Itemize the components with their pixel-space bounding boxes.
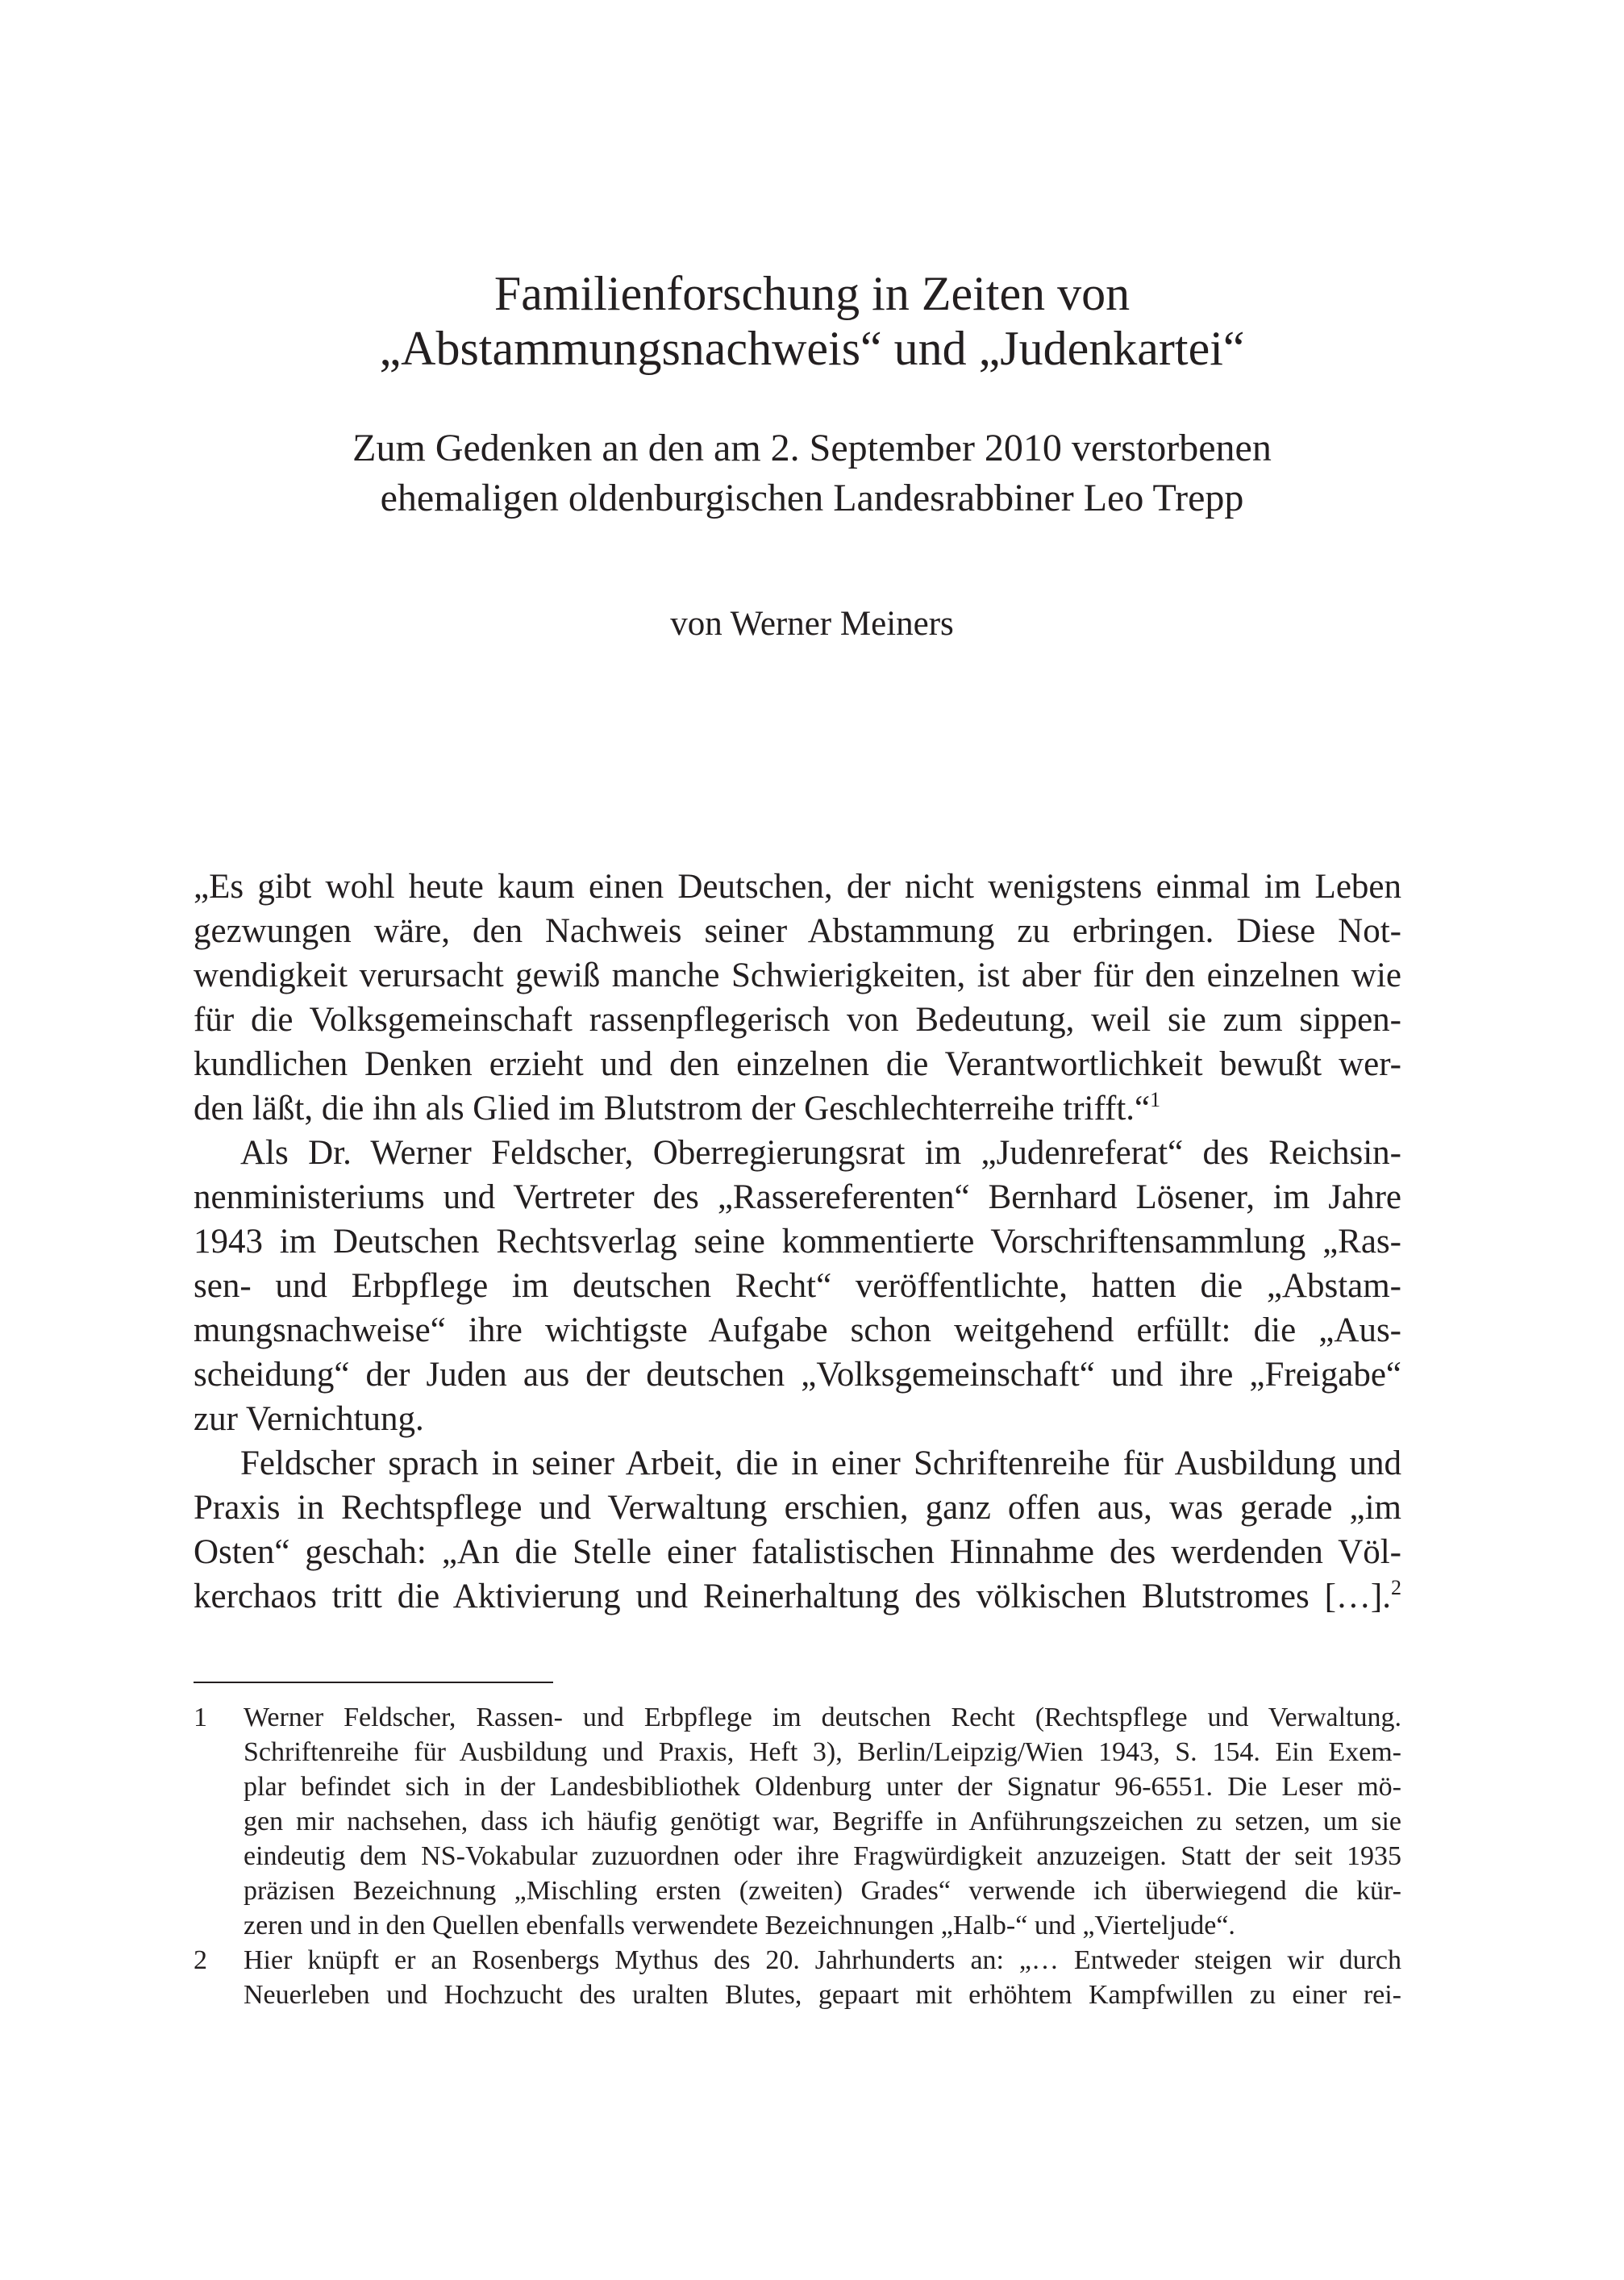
body-paragraph xyxy=(194,1131,1401,1441)
article-title xyxy=(0,266,1624,376)
footnote-line: Neuerleben und Hochzucht des uralten Blutes, gepaart mit erhöhtem Kampfwillen zu einer rei- xyxy=(244,1980,1401,2010)
body-line: mungsnachweise“ ihre wichtigste Aufgabe schon weitgehend erfüllt: die „Aus- xyxy=(194,1311,1401,1349)
footnotes xyxy=(194,1700,1401,2012)
body-line: „Es gibt wohl heute kaum einen Deutschen, der nicht wenigstens einmal im Leben xyxy=(194,868,1401,906)
footnote-number: 1 xyxy=(194,1703,207,1732)
body-line: nenministeriums und Vertreter des „Rassereferenten“ Bernhard Lösener, im Jahre xyxy=(194,1178,1401,1216)
body-paragraph xyxy=(194,1441,1401,1619)
body-line: Osten“ geschah: „An die Stelle einer fatalistischen Hinnahme des werdenden Völ- xyxy=(194,1533,1401,1571)
footnote-line: Schriftenreihe für Ausbildung und Praxis, Heft 3), Berlin/Leipzig/Wien 1943, S. 154. Ein Exem- xyxy=(244,1737,1401,1767)
footnote xyxy=(194,1700,1401,1943)
body-line-text: kerchaos tritt die Aktivierung und Reinerhaltung des völkischen Blutstromes […]. xyxy=(194,1578,1391,1615)
body-line: gezwungen wäre, den Nachweis seiner Abstammung zu erbringen. Diese Not- xyxy=(194,912,1401,950)
body-line-text: den läßt, die ihn als Glied im Blutstrom der Geschlechterreihe trifft.“ xyxy=(194,1090,1151,1127)
body-line: 1943 im Deutschen Rechtsverlag seine kommentierte Vorschriftensammlung „Ras- xyxy=(194,1223,1401,1261)
body-line: Praxis in Rechtspflege und Verwaltung erschien, ganz offen aus, was gerade „im xyxy=(194,1489,1401,1527)
author-byline: von Werner Meiners xyxy=(670,605,954,643)
footnote xyxy=(194,1943,1401,2012)
body-line: Als Dr. Werner Feldscher, Oberregierungsrat im „Judenreferat“ des Reichsin- xyxy=(240,1134,1401,1172)
body-text xyxy=(194,865,1401,1619)
body-line: Feldscher sprach in seiner Arbeit, die in einer Schriftenreihe für Ausbildung und xyxy=(240,1444,1401,1482)
footnote-line: zeren und in den Quellen ebenfalls verwendete Bezeichnungen „Halb-“ und „Vierteljude“. xyxy=(244,1911,1235,1940)
body-line: zur Vernichtung. xyxy=(194,1400,424,1438)
article-title-line: Familienforschung in Zeiten von xyxy=(493,267,1131,320)
body-line xyxy=(194,1574,1401,1619)
body-line: wendigkeit verursacht gewiß manche Schwierigkeiten, ist aber für den einzelnen wie xyxy=(194,957,1401,994)
body-line: scheidung“ der Juden aus der deutschen „Volksgemeinschaft“ und ihre „Freigabe“ xyxy=(194,1356,1401,1394)
footnote-reference[interactable]: 1 xyxy=(1150,1088,1161,1111)
footnote-line: präzisen Bezeichnung „Mischling ersten (zweiten) Grades“ verwende ich überwiegend die kür- xyxy=(244,1876,1401,1906)
footnote-line: plar befindet sich in der Landesbibliothek Oldenburg unter der Signatur 96-6551. Die Leser mö- xyxy=(244,1772,1401,1802)
body-line xyxy=(194,1086,1401,1131)
footnote-line: Werner Feldscher, Rassen- und Erbpflege im deutschen Recht (Rechtspflege und Verwaltung. xyxy=(244,1703,1401,1732)
article-subtitle-line: ehemaligen oldenburgischen Landesrabbiner Leo Trepp xyxy=(380,477,1244,519)
body-line: für die Volksgemeinschaft rassenpflegerisch von Bedeutung, weil sie zum sippen- xyxy=(194,1001,1401,1039)
footnote-line: eindeutig dem NS-Vokabular zuzuordnen oder ihre Fragwürdigkeit anzuzeigen. Statt der seit 1935 xyxy=(244,1841,1401,1871)
body-line: kundlichen Denken erzieht und den einzelnen die Verantwortlichkeit bewußt wer- xyxy=(194,1045,1401,1083)
body-line: sen- und Erbpflege im deutschen Recht“ veröffentlichte, hatten die „Abstam- xyxy=(194,1267,1401,1305)
article-subtitle xyxy=(0,423,1624,523)
article-title-line: „Abstammungsnachweis“ und „Judenkartei“ xyxy=(379,322,1245,375)
body-paragraph xyxy=(194,865,1401,1131)
footnote-number: 2 xyxy=(194,1945,207,1975)
footnote-separator xyxy=(194,1682,553,1683)
footnote-reference[interactable]: 2 xyxy=(1391,1576,1401,1599)
footnote-line: Hier knüpft er an Rosenbergs Mythus des 20. Jahrhunderts an: „… Entweder steigen wir durch xyxy=(244,1945,1401,1975)
footnote-line: gen mir nachsehen, dass ich häufig genötigt war, Begriffe in Anführungszeichen zu setzen, um sie xyxy=(244,1807,1401,1836)
article-subtitle-line: Zum Gedenken an den am 2. September 2010 verstorbenen xyxy=(352,427,1272,469)
